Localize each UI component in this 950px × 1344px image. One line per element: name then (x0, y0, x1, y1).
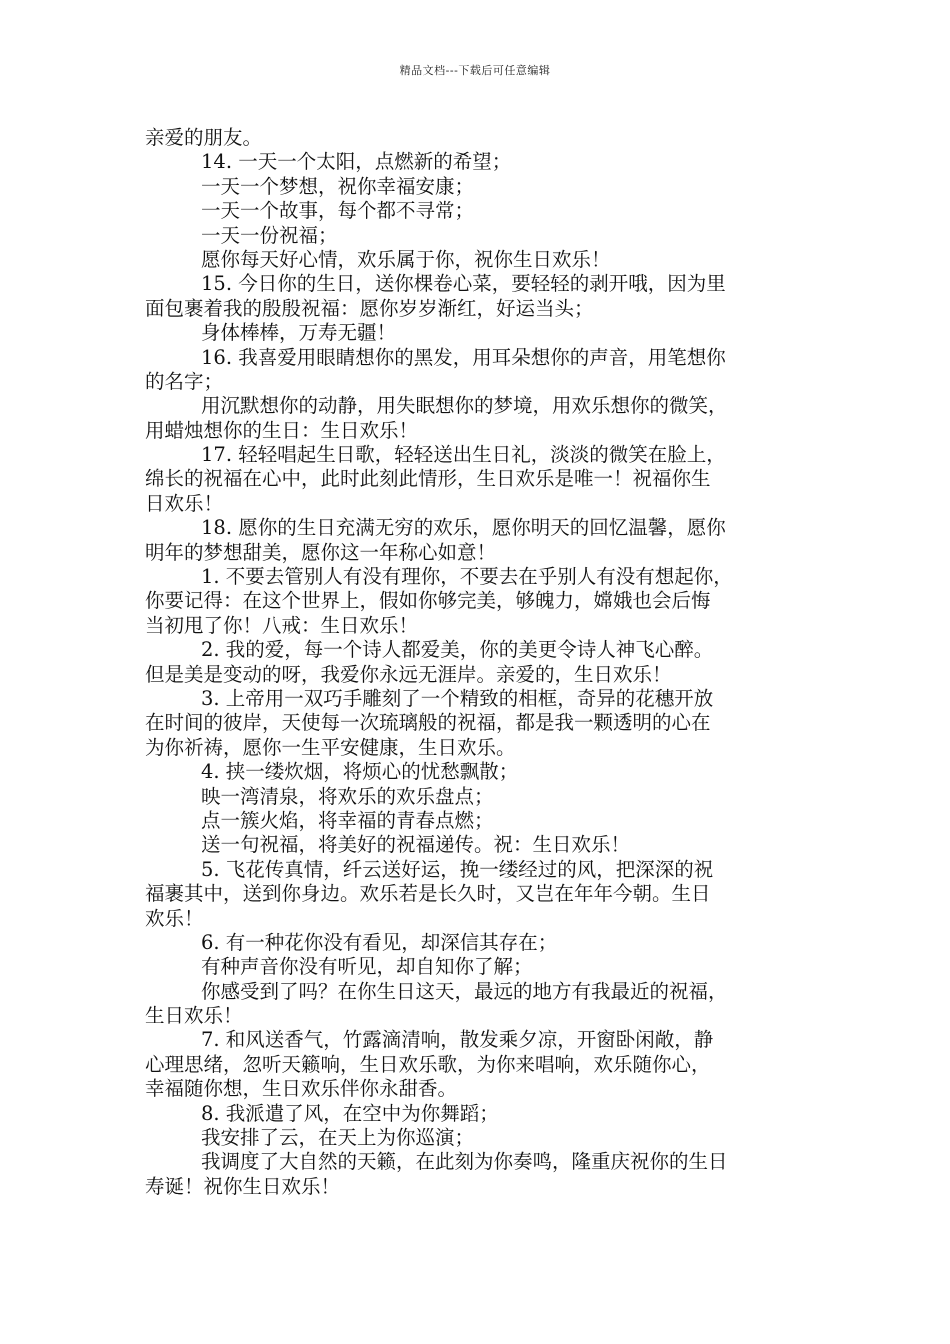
text-line: 有种声音你没有听见，却自知你了解； (201, 955, 533, 979)
text-line: 面包裹着我的殷殷祝福：愿你岁岁渐红，好运当头； (145, 296, 594, 320)
text-line: 你感受到了吗？在你生日这天，最远的地方有我最近的祝福， (201, 979, 728, 1003)
text-line: 点一簇火焰，将幸福的青春点燃； (201, 808, 494, 832)
text-line: 17. 轻轻唱起生日歌，轻轻送出生日礼，淡淡的微笑在脸上， (201, 443, 726, 467)
text-line: 愿你每天好心情，欢乐属于你，祝你生日欢乐！ (201, 247, 611, 271)
text-line: 一天一个故事，每个都不寻常； (201, 199, 475, 223)
text-line: 18. 愿你的生日充满无穷的欢乐，愿你明天的回忆温馨，愿你 (201, 516, 726, 540)
text-line: 7. 和风送香气，竹露滴清响，散发乘夕凉，开窗卧闲敞，静 (201, 1028, 714, 1052)
text-line: 6. 有一种花你没有看见，却深信其存在； (201, 930, 558, 954)
text-line: 我安排了云，在天上为你巡演； (201, 1126, 475, 1150)
text-line: 身体棒棒，万寿无疆！ (201, 321, 397, 345)
text-line: 寿诞！祝你生日欢乐！ (145, 1174, 341, 1198)
document-body (145, 126, 810, 1199)
text-line: 15. 今日你的生日，送你棵卷心菜，要轻轻的剥开哦，因为里 (201, 272, 726, 296)
text-line: 绵长的祝福在心中，此时此刻此情形，生日欢乐是唯一！祝福你生 (145, 467, 711, 491)
text-line: 4. 挟一缕炊烟，将烦心的忧愁飘散； (201, 760, 519, 784)
text-line: 我调度了大自然的天籁，在此刻为你奏鸣，隆重庆祝你的生日 (201, 1150, 728, 1174)
text-line: 1. 不要去管别人有没有理你，不要去在乎别人有没有想起你， (201, 565, 733, 589)
text-line: 14. 一天一个太阳，点燃新的希望； (201, 150, 512, 174)
text-line: 心理思绪，忽听天籁响，生日欢乐歌，为你来唱响，欢乐随你心， (145, 1052, 711, 1076)
text-line: 16. 我喜爱用眼睛想你的黑发，用耳朵想你的声音，用笔想你 (201, 345, 726, 369)
text-line: 2. 我的爱，每一个诗人都爱美，你的美更令诗人神飞心醉。 (201, 638, 714, 662)
text-line: 幸福随你想，生日欢乐伴你永甜香。 (145, 1077, 458, 1101)
text-line: 你要记得：在这个世界上，假如你够完美，够魄力，嫦娥也会后悔 (145, 589, 711, 613)
text-line: 生日欢乐！ (145, 1004, 243, 1028)
text-line: 明年的梦想甜美，愿你这一年称心如意！ (145, 540, 497, 564)
text-line: 的名字； (145, 369, 224, 393)
text-line: 映一湾清泉，将欢乐的欢乐盘点； (201, 784, 494, 808)
text-line: 送一句祝福，将美好的祝福递传。祝：生日欢乐！ (201, 833, 631, 857)
text-line: 5. 飞花传真情，纤云送好运，挽一缕经过的风，把深深的祝 (201, 857, 714, 881)
text-line: 用沉默想你的动静，用失眠想你的梦境，用欢乐想你的微笑， (201, 394, 728, 418)
text-line: 日欢乐！ (145, 491, 224, 515)
text-line: 但是美是变动的呀，我爱你永远无涯岸。亲爱的，生日欢乐！ (145, 662, 672, 686)
text-line: 亲爱的朋友。 (145, 126, 263, 149)
text-line: 当初甩了你！八戒：生日欢乐！ (145, 613, 419, 637)
text-line: 用蜡烛想你的生日：生日欢乐！ (145, 418, 419, 442)
page-header: 精品文档---下载后可任意编辑 (399, 64, 551, 77)
text-line: 一天一份祝福； (201, 223, 338, 247)
text-line: 在时间的彼岸，天使每一次琉璃般的祝福，都是我一颗透明的心在 (145, 711, 711, 735)
text-line: 3. 上帝用一双巧手雕刻了一个精致的相框，奇异的花穗开放 (201, 686, 714, 710)
text-line: 一天一个梦想，祝你幸福安康； (201, 174, 475, 198)
text-line: 为你祈祷，愿你一生平安健康，生日欢乐。 (145, 735, 516, 759)
text-line: 福裹其中，送到你身边。欢乐若是长久时，又岂在年年今朝。生日 (145, 882, 711, 906)
text-line: 欢乐！ (145, 906, 204, 930)
text-line: 8. 我派遣了风，在空中为你舞蹈； (201, 1101, 499, 1125)
